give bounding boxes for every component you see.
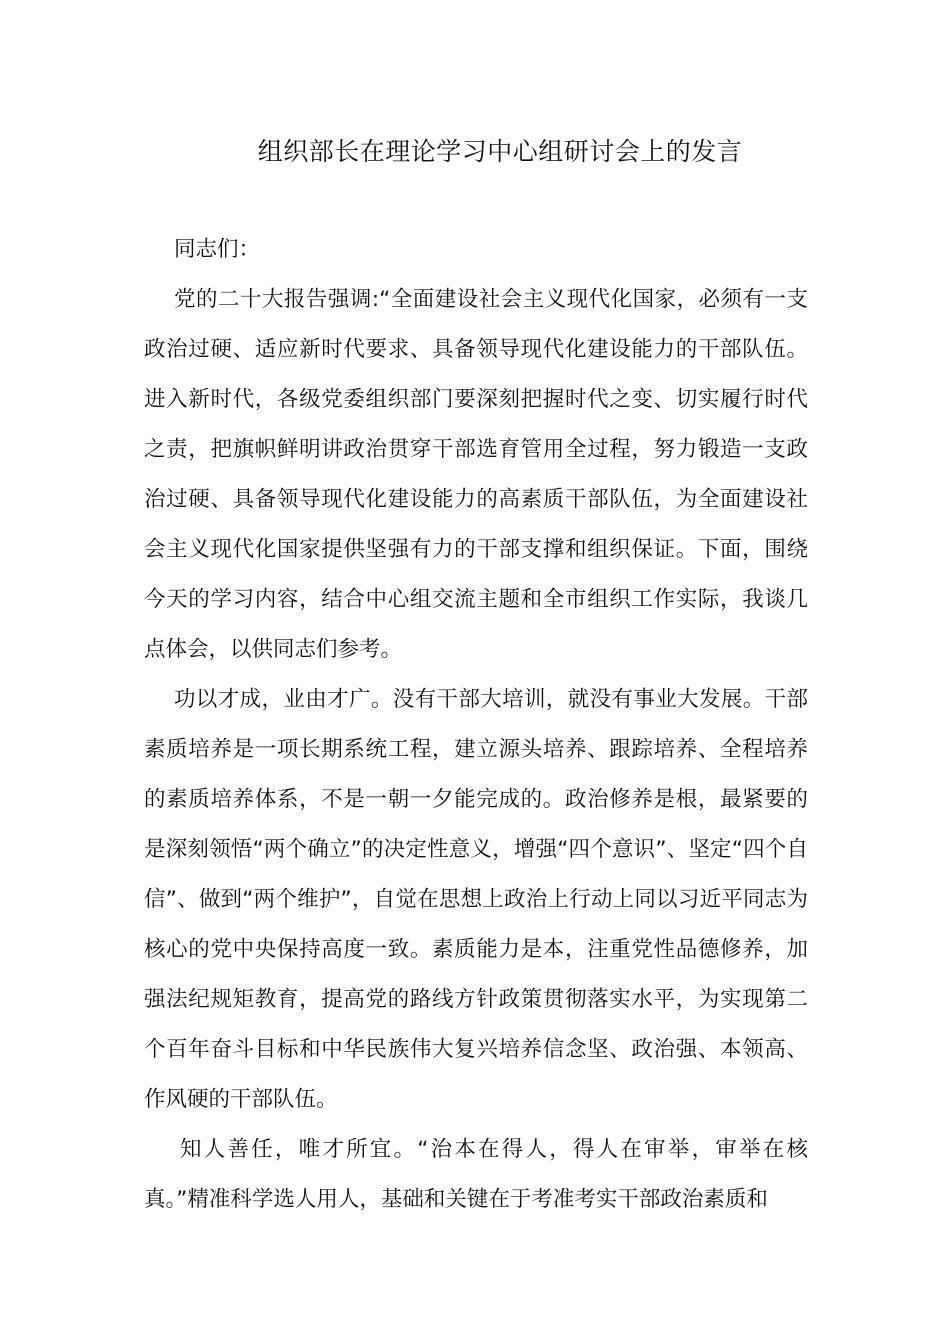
- document-body: [144, 225, 808, 1225]
- salutation: 同志们：: [174, 237, 261, 262]
- paragraph-3: 知人善任，唯才所宜。“治本在得人，得人在审举，审举在核真。”精准科学选人用人，基础和关键在于考准考实干部政治素质和: [144, 1137, 808, 1212]
- paragraph-1: 党的二十大报告强调:“全面建设社会主义现代化国家，必须有一支政治过硬、适应新时代要求、具备领导现代化建设能力的干部队伍。进入新时代，各级党委组织部门要深刻把握时代之变、切实履行时代之责，把旗帜鲜明讲政治贯穿干部选育管用全过程，努力锻造一支政治过硬、具备领导现代化建设能力的高素质干部队伍，为全面建设社会主义现代化国家提供坚强有力的干部支撑和组织保证。下面，围绕今天的学习内容，结合中心组交流主题和全市组织工作实际，我谈几点体会，以供同志们参考。: [144, 287, 808, 662]
- document-title: 组织部长在理论学习中心组研讨会上的发言: [257, 137, 743, 166]
- paragraph-2: 功以才成，业由才广。没有干部大培训，就没有事业大发展。干部素质培养是一项长期系统工程，建立源头培养、跟踪培养、全程培养的素质培养体系，不是一朝一夕能完成的。政治修养是根，最紧要的是深刻领悟“两个确立”的决定性意义，增强“四个意识”、坚定“四个自信”、做到“两个维护”，自觉在思想上政治上行动上同以习近平同志为核心的党中央保持高度一致。素质能力是本，注重党性品德修养，加强法纪规矩教育，提高党的路线方针政策贯彻落实水平，为实现第二个百年奋斗目标和中华民族伟大复兴培养信念坚、政治强、本领高、作风硬的干部队伍。: [144, 687, 808, 1112]
